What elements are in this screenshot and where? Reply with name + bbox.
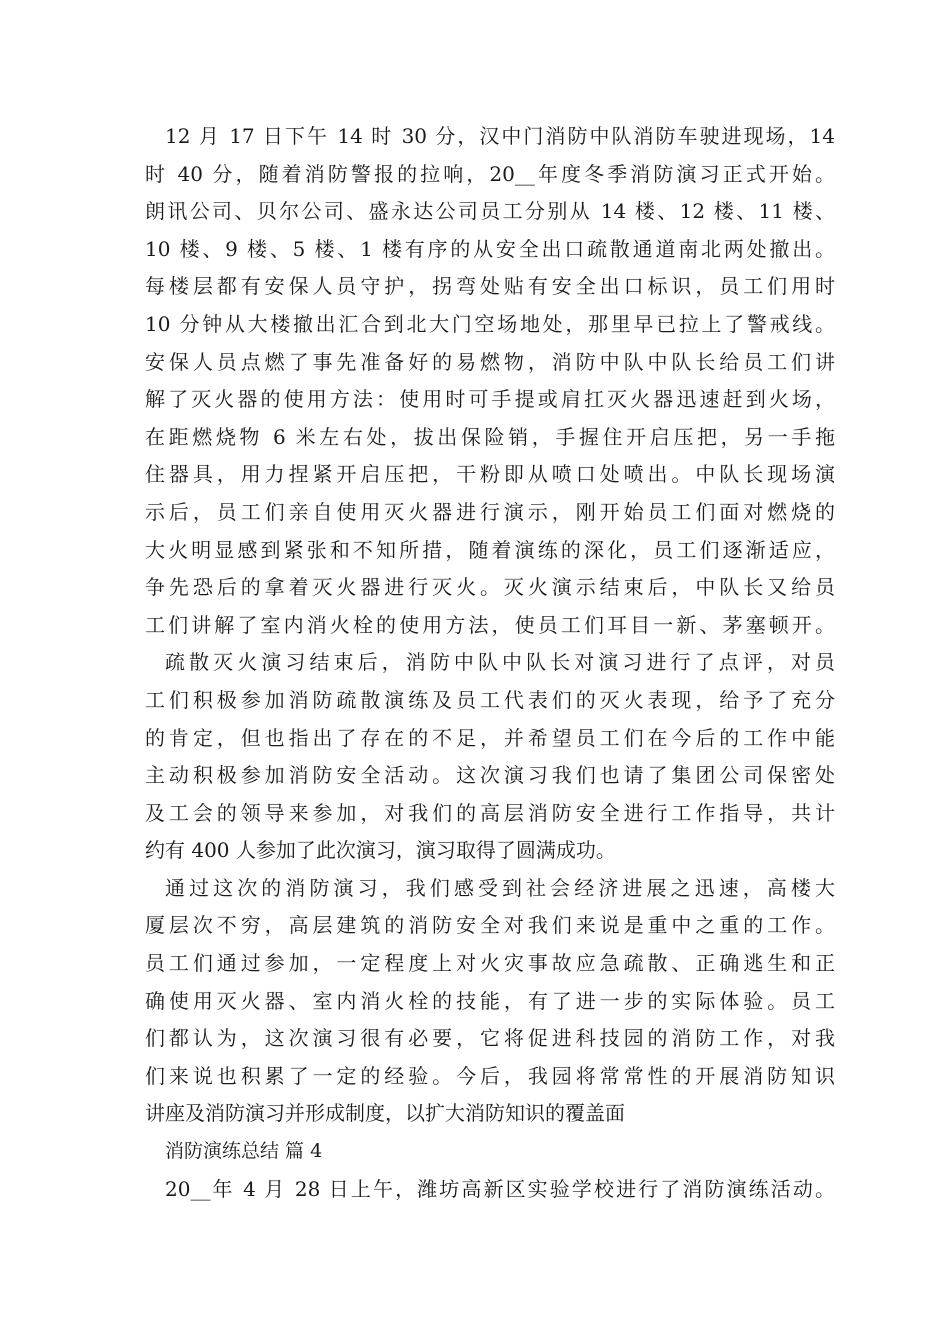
text-line: 疏散灭火演习结束后，消防中队中队长对演习进行了点评，对员 (165, 650, 835, 675)
text-line: 住器具，用力捏紧开启压把，干粉即从喷口处喷出。中队长现场演 (145, 462, 835, 487)
text-line: 示后，员工们亲自使用灭火器进行演示，刚开始员工们面对燃烧的 (145, 499, 835, 524)
text-line: 朗讯公司、贝尔公司、盛永达公司员工分别从 14 楼、12 楼、11 楼、 (145, 199, 835, 224)
text-line: 确使用灭火器、室内消火栓的技能，有了进一步的实际体验。员工 (145, 988, 835, 1013)
text-line: 时 40 分，随着消防警报的拉响，20__年度冬季消防演习正式开始。 (145, 161, 835, 186)
document-body (145, 118, 835, 1208)
text-line: 12 月 17 日下午 14 时 30 分，汉中门消防中队消防车驶进现场，14 (165, 124, 835, 148)
text-line: 讲座及消防演习并形成制度，以扩大消防知识的覆盖面 (145, 1101, 625, 1126)
text-line: 争先恐后的拿着灭火器进行灭火。灭火演示结束后，中队长又给员 (145, 575, 835, 600)
text-line: 工们积极参加消防疏散演练及员工代表们的灭火表现，给予了充分 (145, 687, 835, 712)
text-line: 员工们通过参加，一定程度上对火灾事故应急疏散、正确逃生和正 (145, 951, 835, 976)
text-line: 工们讲解了室内消火栓的使用方法，使员工们耳目一新、茅塞顿开。 (145, 612, 835, 637)
text-line: 10 分钟从大楼撤出汇合到北大门空场地处，那里早已拉上了警戒线。 (145, 311, 835, 336)
text-line: 的肯定，但也指出了存在的不足，并希望员工们在今后的工作中能 (145, 725, 835, 750)
text-line: 主动积极参加消防安全活动。这次演习我们也请了集团公司保密处 (145, 763, 835, 788)
text-line: 每楼层都有安保人员守护，拐弯处贴有安全出口标识，员工们用时 (145, 274, 835, 299)
text-line: 10 楼、9 楼、5 楼、1 楼有序的从安全出口疏散通道南北两处撤出。 (145, 236, 835, 261)
text-line: 厦层次不穷，高层建筑的消防安全对我们来说是重中之重的工作。 (145, 913, 835, 938)
text-line: 们都认为，这次演习很有必要，它将促进科技园的消防工作，对我 (145, 1026, 835, 1051)
text-line: 大火明显感到紧张和不知所措，随着演练的深化，员工们逐渐适应， (145, 537, 835, 562)
paragraph-review (145, 644, 835, 870)
text-line: 及工会的领导来参加，对我们的高层消防安全进行工作指导，共计 (145, 800, 835, 825)
section-heading: 消防演练总结 篇 4 (165, 1140, 323, 1163)
paragraph-drill-start (145, 118, 835, 644)
text-line: 解了灭火器的使用方法：使用时可手提或肩扛灭火器迅速赶到火场， (145, 387, 835, 412)
paragraph-reflection (145, 870, 835, 1133)
text-line: 们来说也积累了一定的经验。今后，我园将常常性的开展消防知识 (145, 1063, 835, 1088)
text-line: 20__年 4 月 28 日上午，潍坊高新区实验学校进行了消防演练活动。 (165, 1176, 835, 1201)
text-line: 约有 400 人参加了此次演习，演习取得了圆满成功。 (145, 838, 616, 863)
text-line: 通过这次的消防演习，我们感受到社会经济进展之迅速，高楼大 (165, 875, 835, 900)
text-line: 在距燃烧物 6 米左右处，拔出保险销，手握住开启压把，另一手拖 (145, 424, 835, 449)
text-line: 安保人员点燃了事先准备好的易燃物，消防中队中队长给员工们讲 (145, 349, 835, 374)
